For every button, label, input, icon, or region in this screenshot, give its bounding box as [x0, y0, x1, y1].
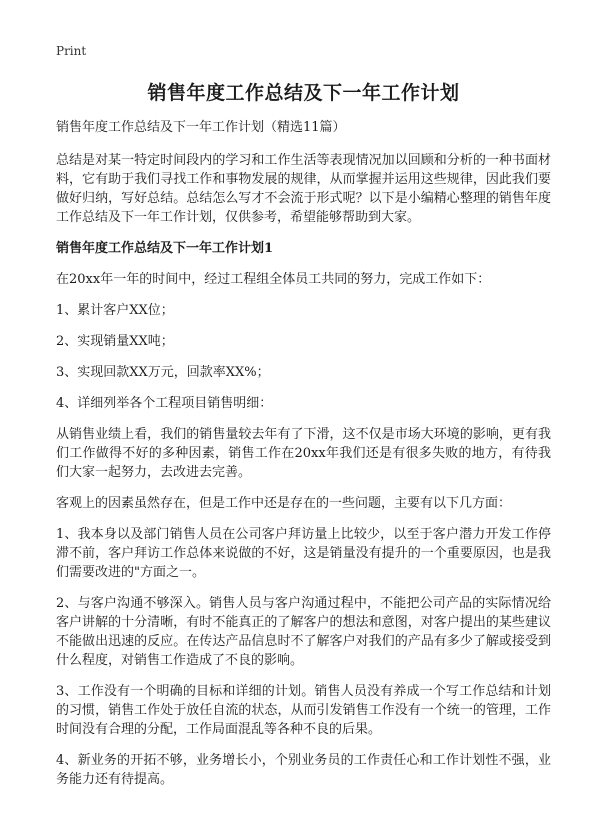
list-item-project-details: 4、详细列举各个工程项目销售明细：: [56, 396, 273, 411]
intro-paragraph: 总结是对某一特定时间段内的学习和工作生活等表现情况加以回顾和分析的一种书面材料，它有助于我们寻找工作和事物发展的规律，从而掌握并运用这些规律，因此我们要做好归纳，写好总结。总结怎么写才不会流于形式呢？以下是小编精心整理的销售年度工作总结及下一年工作计划，仅供参考，希望能够帮助到大家。: [56, 153, 551, 225]
page-title: 销售年度工作总结及下一年工作计划: [147, 82, 460, 104]
paragraph-performance: 从销售业绩上看，我们的销售量较去年有了下滑，这不仅是市场大环境的影响，更有我们工作做得不好的多种因素，销售工作在20xx年我们还是有很多失败的地方，有待我们大家一起努力，去改进去完善。: [56, 427, 551, 480]
document-body: [56, 118, 551, 801]
issue-item-3: 3、工作没有一个明确的目标和详细的计划。销售人员没有养成一个写工作总结和计划的习惯，销售工作处于放任自流的状态，从而引发销售工作没有一个统一的管理，工作时间没有合理的分配，工作局面混乱等各种不良的后果。: [56, 684, 551, 737]
print-link[interactable]: Print: [56, 44, 87, 58]
paragraph-achievements-intro: 在20xx年一年的时间中，经过工程组全体员工共同的努力，完成工作如下：: [56, 272, 491, 287]
issue-item-2: 2、与客户沟通不够深入。销售人员与客户沟通过程中，不能把公司产品的实际情况给客户讲解的十分清晰，有时不能真正的了解客户的想法和意图，对客户提出的某些建议不能做出迅速的反应。在传达产品信息时不了解客户对我们的产品有多少了解或接受到什么程度，对销售工作造成了不良的影响。: [56, 596, 551, 668]
section-heading: 销售年度工作总结及下一年工作计划1: [56, 241, 274, 256]
issue-item-4: 4、新业务的开拓不够，业务增长小，个别业务员的工作责任心和工作计划性不强，业务能力还有待提高。: [56, 753, 551, 787]
issue-item-1: 1、我本身以及部门销售人员在公司客户拜访量上比较少，以至于客户潜力开发工作停滞不前，客户拜访工作总体来说做的不好，这是销量没有提升的一个重要原因，也是我们需要改进的"方面之一。: [56, 527, 551, 580]
list-item-customers: 1、累计客户XX位；: [56, 303, 174, 318]
list-item-payment: 3、实现回款XX万元，回款率XX%；: [56, 365, 270, 380]
document-subtitle: 销售年度工作总结及下一年工作计划（精选11篇）: [56, 120, 346, 135]
paragraph-issues-intro: 客观上的因素虽然存在，但是工作中还是存在的一些问题，主要有以下几方面：: [56, 496, 512, 511]
list-item-sales-volume: 2、实现销量XX吨；: [56, 334, 174, 349]
